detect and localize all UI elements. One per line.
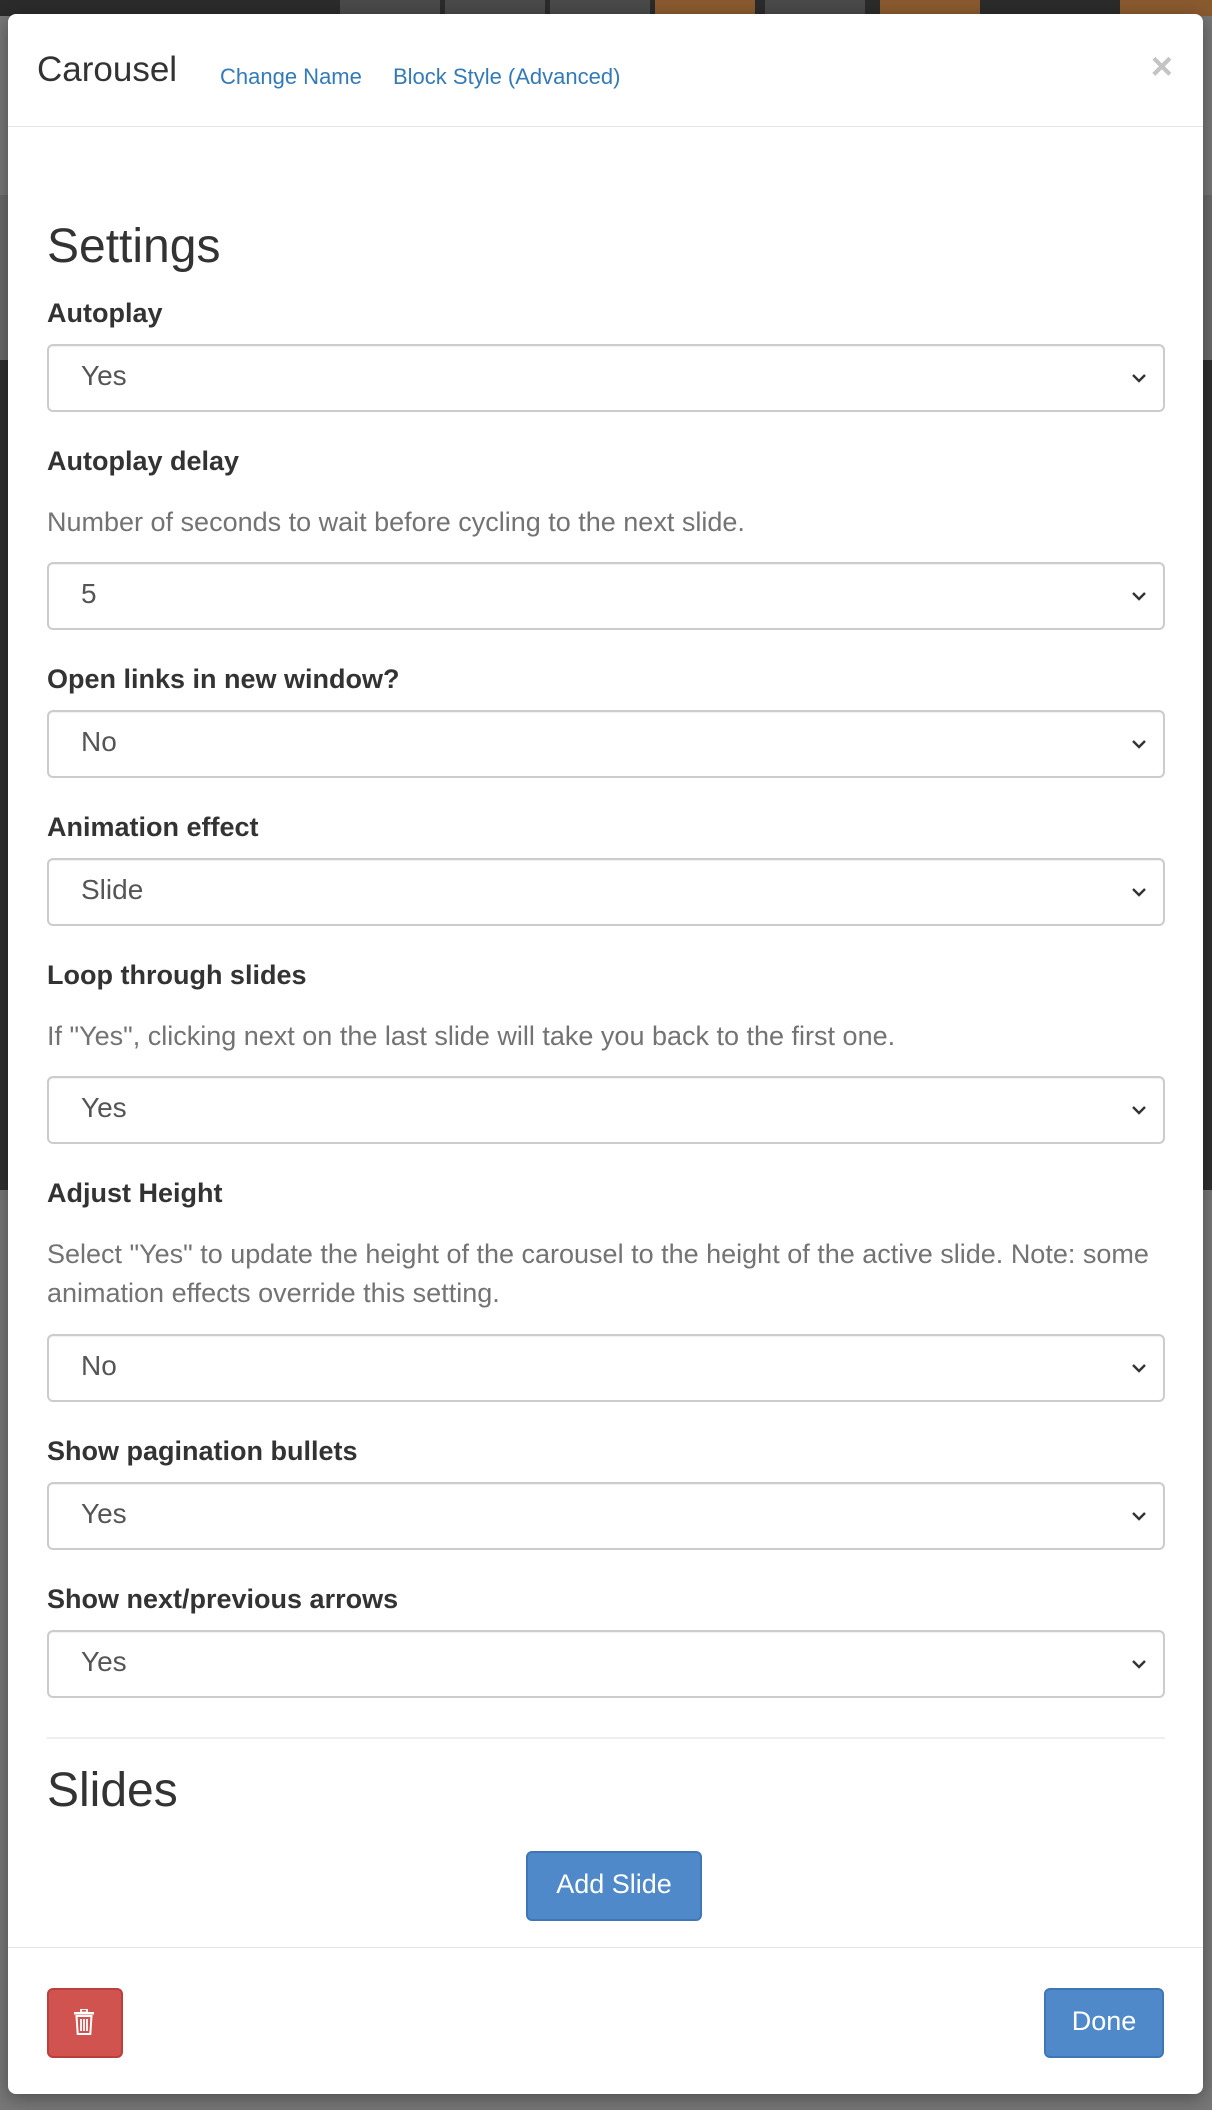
- select-value: No: [81, 726, 117, 757]
- carousel-settings-modal: [8, 14, 1203, 2094]
- open-links-select[interactable]: [47, 710, 1165, 778]
- chevron-down-icon: [1129, 1358, 1149, 1378]
- nav-arrows-select[interactable]: [47, 1630, 1165, 1698]
- select-value: 5: [81, 578, 97, 609]
- nav-arrows-label: Show next/previous arrows: [47, 1584, 399, 1614]
- chevron-down-icon: [1129, 368, 1149, 388]
- pagination-bullets-select[interactable]: [47, 1482, 1165, 1550]
- section-divider: [47, 1737, 1165, 1739]
- chevron-down-icon: [1129, 586, 1149, 606]
- autoplay-delay-help: Number of seconds to wait before cycling to the next slide.: [47, 507, 745, 537]
- autoplay-label: Autoplay: [47, 298, 163, 328]
- chevron-down-icon: [1129, 882, 1149, 902]
- autoplay-delay-select[interactable]: [47, 562, 1165, 630]
- adjust-height-label: Adjust Height: [47, 1178, 223, 1208]
- animation-effect-select[interactable]: [47, 858, 1165, 926]
- modal-footer: [8, 1947, 1203, 2094]
- done-button[interactable]: Done: [1044, 1988, 1164, 2058]
- add-slide-button[interactable]: Add Slide: [526, 1851, 702, 1921]
- loop-slides-help: If "Yes", clicking next on the last slide will take you back to the first one.: [47, 1021, 896, 1051]
- chevron-down-icon: [1129, 1654, 1149, 1674]
- select-value: No: [81, 1350, 117, 1381]
- loop-slides-select[interactable]: [47, 1076, 1165, 1144]
- pagination-bullets-label: Show pagination bullets: [47, 1436, 358, 1466]
- trash-icon: [73, 2009, 95, 2035]
- autoplay-delay-label: Autoplay delay: [47, 446, 240, 476]
- change-name-link[interactable]: Change Name: [220, 64, 362, 89]
- animation-effect-label: Animation effect: [47, 812, 259, 842]
- autoplay-select[interactable]: [47, 344, 1165, 412]
- open-links-label: Open links in new window?: [47, 664, 400, 694]
- slides-heading: Slides: [47, 1764, 178, 1817]
- select-value: Yes: [81, 360, 127, 391]
- chevron-down-icon: [1129, 1100, 1149, 1120]
- adjust-height-select[interactable]: [47, 1334, 1165, 1402]
- chevron-down-icon: [1129, 734, 1149, 754]
- close-button[interactable]: ×: [1150, 46, 1173, 88]
- select-value: Yes: [81, 1092, 127, 1123]
- delete-block-button[interactable]: [47, 1988, 123, 2058]
- chevron-down-icon: [1129, 1506, 1149, 1526]
- adjust-height-help: Select "Yes" to update the height of the carousel to the height of the active slide. Note: some animation effects override this setting.: [47, 1239, 1149, 1308]
- select-value: Yes: [81, 1498, 127, 1529]
- settings-heading: Settings: [47, 220, 221, 273]
- modal-header: [8, 14, 1203, 127]
- loop-slides-label: Loop through slides: [47, 960, 307, 990]
- modal-title: Carousel: [37, 50, 178, 89]
- select-value: Slide: [81, 874, 144, 905]
- block-style-link[interactable]: Block Style (Advanced): [393, 64, 621, 89]
- select-value: Yes: [81, 1646, 127, 1677]
